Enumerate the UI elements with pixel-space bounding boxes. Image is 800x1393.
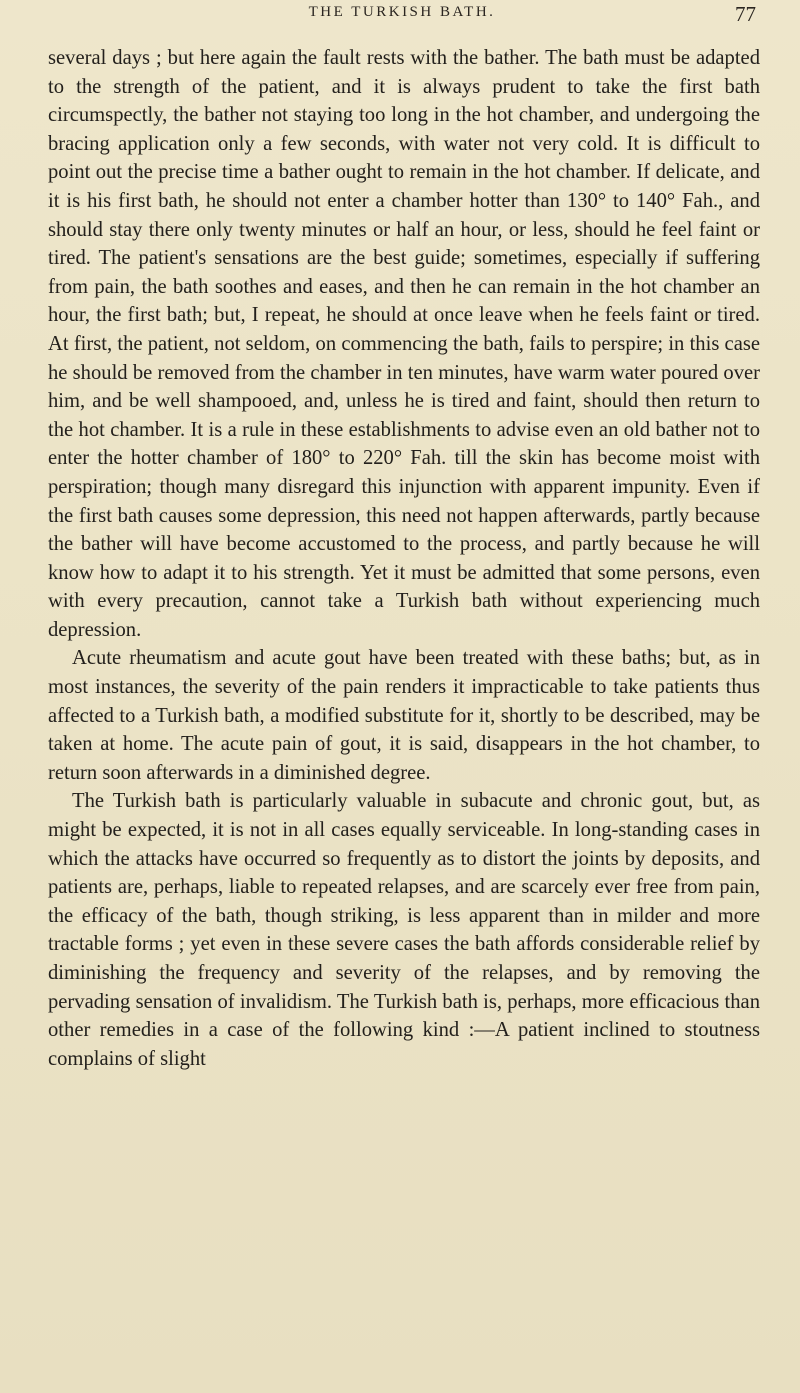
paragraph-acute-rheumatism: Acute rheumatism and acute gout have been treated with these baths; but, as in most instances, the severity of the pain renders it impracticable to take patients thus affected to a Turkish bath, a modified substitute for it, shortly to be described, may be taken at home. The acute pain of gout, it is said, disappears in the hot chamber, to return soon afterwards in a diminished degree. (48, 647, 760, 784)
page-number: 77 (735, 2, 756, 26)
running-head (48, 4, 756, 30)
paragraph-subacute-gout: The Turkish bath is particularly valuable in subacute and chronic gout, but, as might be expected, it is not in all cases equally serviceable. In long-standing cases in which the attacks have occurred so frequently as to distort the joints by deposits, and patients are, perhaps, liable to repeated relapses, and are scarcely ever free from pain, the efficacy of the bath, though striking, is less apparent than in milder and more tractable forms ; yet even in these severe cases the bath affords considerable relief by diminishing the frequency and severity of the relapses, and by removing the pervading sensation of invalidism. The Turkish bath is, perhaps, more efficacious than other remedies in a case of the following kind :—A patient inclined to stoutness complains of slight (48, 790, 760, 1070)
running-title: THE TURKISH BATH. (308, 4, 496, 20)
body-text (48, 44, 760, 1073)
paragraph-continued: several days ; but here again the fault rests with the bather. The bath must be adapted to the strength of the patient, and it is always prudent to take the first bath circumspectly, the bather not staying too long in the hot chamber, and undergoing the bracing application only a few seconds, with water not very cold. It is difficult to point out the precise time a bather ought to remain in the hot chamber. If delicate, and it is his first bath, he should not enter a chamber hotter than 130° to 140° Fah., and should stay there only twenty minutes or half an hour, or less, should he feel faint or tired. The patient's sensations are the best guide; sometimes, especially if suffering from pain, the bath soothes and eases, and then he can remain in the hot chamber an hour, the first bath; but, I repeat, he should at once leave when he feels faint or tired. At first, the patient, not seldom, on commencing the bath, fails to perspire; in this case he should be removed from the chamber in ten minutes, have warm water poured over him, and be well shampooed, and, unless he is tired and faint, should then return to the hot chamber. It is a rule in these establishments to advise even an old bather not to enter the hotter chamber of 180° to 220° Fah. till the skin has become moist with perspiration; though many disregard this injunction with apparent impunity. Even if the first bath causes some depression, this need not happen afterwards, partly because the bather will have become accustomed to the process, and partly because he will know how to adapt it to his strength. Yet it must be admitted that some persons, even with every precaution, cannot take a Turkish bath without experiencing much depression. (48, 47, 760, 641)
